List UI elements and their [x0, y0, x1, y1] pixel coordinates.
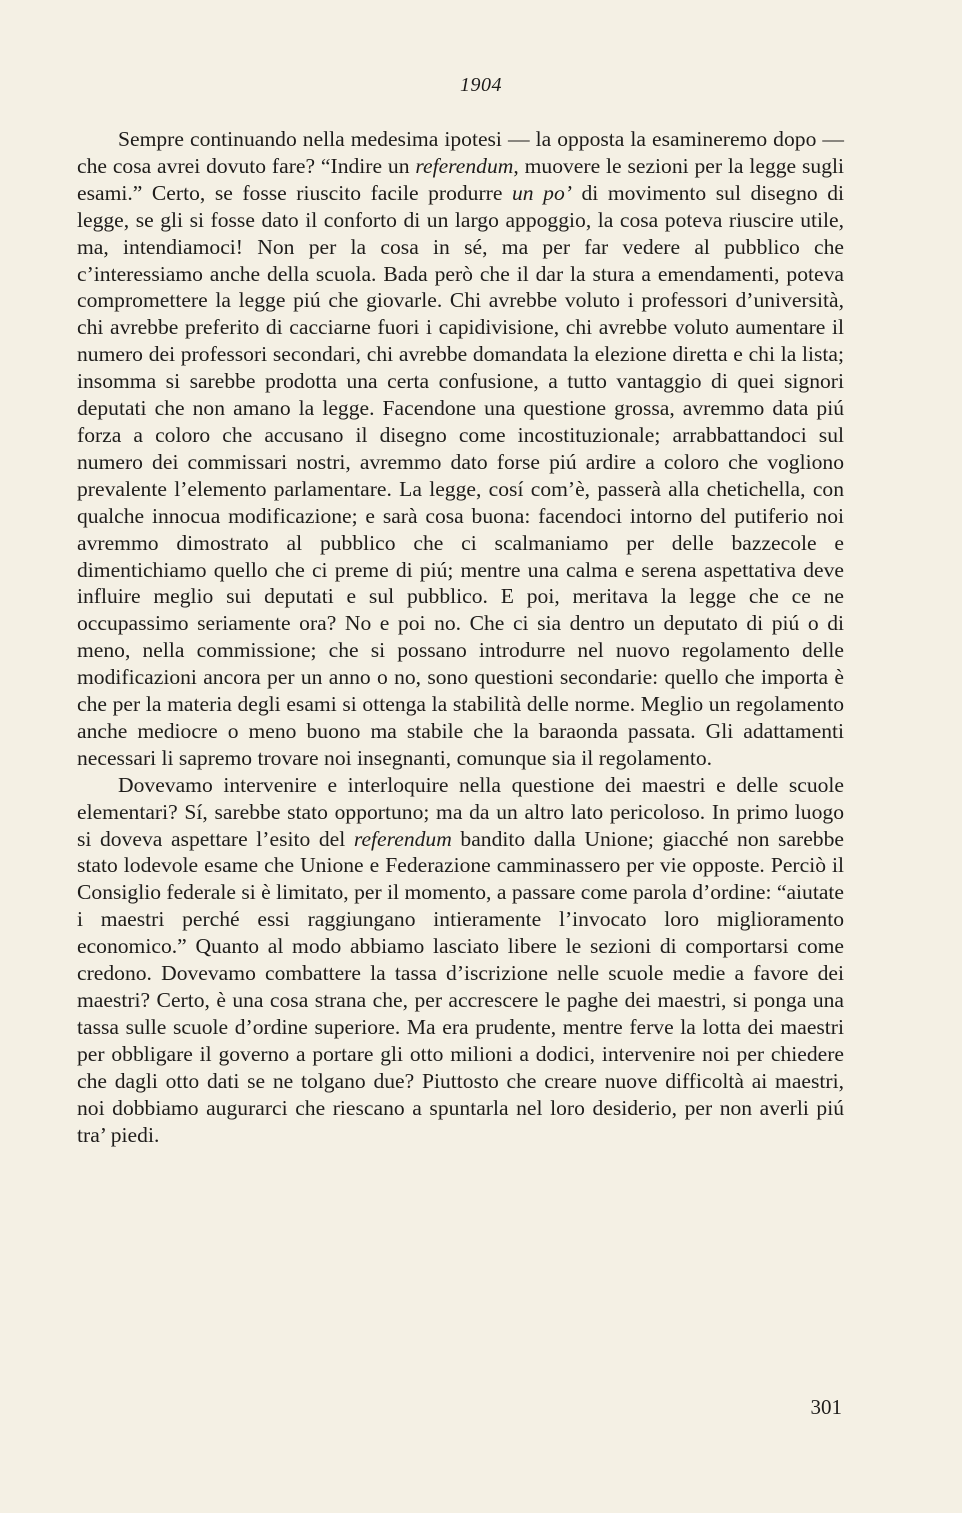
italic-text-run: referendum	[415, 153, 514, 178]
text-run: , muovere le sezioni per la legge sugli esami.” Certo, se fosse riuscito facile produrre	[77, 153, 844, 205]
paragraph-2	[77, 772, 844, 1149]
body-text	[77, 126, 844, 1148]
text-run: di movimento sul disegno di legge, se gli si fosse dato il conforto di un largo appoggio, la cosa poteva riuscire utile, ma, intendiamoci! Non per la cosa in sé, ma per far vedere al pubblico che c’interessiamo anche della scuola. Bada però che il dar la stura a emendamenti, poteva compromettere la legge piú che giovarle. Chi avrebbe voluto i professori d’università, chi avrebbe preferito di cacciarne fuori i capidivisione, chi avrebbe voluto aumentare il numero dei professori secondari, chi avrebbe domandata la elezione diretta e chi la lista; insomma si sarebbe prodotta una certa confusione, a tutto vantaggio di quei signori deputati che non amano la legge. Facendone una questione grossa, avremmo data piú forza a coloro che accusano il disegno come incostituzionale; arrabbattandoci sul numero dei commissari nostri, avremmo dato forse piú ardire a coloro che vogliono prevalente l’elemento parlamentare. La legge, cosí com’è, passerà alla chetichella, con qualche innocua modificazione; e sarà cosa buona: facendoci intorno del putiferio noi avremmo dimostrato al pubblico che ci scalmaniamo per delle bazzecole e dimentichiamo quello che ci preme di piú; mentre una calma e serena aspettativa deve influire meglio sui deputati e sul pubblico. E poi, meritava la legge che ce ne occupassimo seriamente ora? No e poi no. Che ci sia dentro un deputato di piú o di meno, nella commissione; che si possano introdurre nel nuovo regolamento delle modificazioni ancora per un anno o no, sono questioni secondarie: quello che importa è che per la materia degli esami si ottenga la stabilità delle norme. Meglio un regolamento anche mediocre o meno buono ma stabile che la baraonda passata. Gli adattamenti necessari li sapremo trovare noi insegnanti, comunque sia il regolamento.	[77, 180, 845, 770]
text-run: Sempre continuando nella medesima ipotesi — la opposta la esamineremo dopo — che cosa avrei dovuto fare? “Indire un	[77, 127, 844, 178]
text-run: Dovevamo intervenire e interloquire nella questione dei maestri e delle scuole elementari? Sí, sarebbe stato opportuno; ma da un altro lato pericoloso. In primo luogo si doveva aspettare l’esito del	[77, 772, 844, 851]
text-run: bandito dalla Unione; giacché non sarebbe stato lodevole esame che Unione e Federazione camminassero per vie opposte. Perciò il Consiglio federale si è limitato, per il momento, a passare come parola d’ordine: “aiutate i maestri perché essi raggiungano intieramente l’invocato loro miglioramento economico.” Quanto al modo abbiamo lasciato libere le sezioni di comportarsi come credono. Dovevamo combattere la tassa d’iscrizione nelle scuole medie a favore dei maestri? Certo, è una cosa strana che, per accrescere le paghe dei maestri, si ponga una tassa sulle scuole d’ordine superiore. Ma era prudente, mentre ferve la lotta dei maestri per obbligare il governo a portare gli otto milioni a dodici, intervenire noi per chiedere che dagli otto dati se ne tolgano due? Piuttosto che creare nuove difficoltà ai maestri, noi dobbiamo augurarci che riescano a spuntarla nel loro desiderio, per non averli piú tra’ piedi.	[77, 826, 844, 1147]
italic-text-run: referendum	[353, 826, 452, 851]
italic-text-run: un po’	[512, 180, 572, 205]
page-number: 301	[810, 1395, 842, 1419]
paragraph-1	[77, 126, 844, 772]
running-head-year: 1904	[460, 74, 502, 96]
